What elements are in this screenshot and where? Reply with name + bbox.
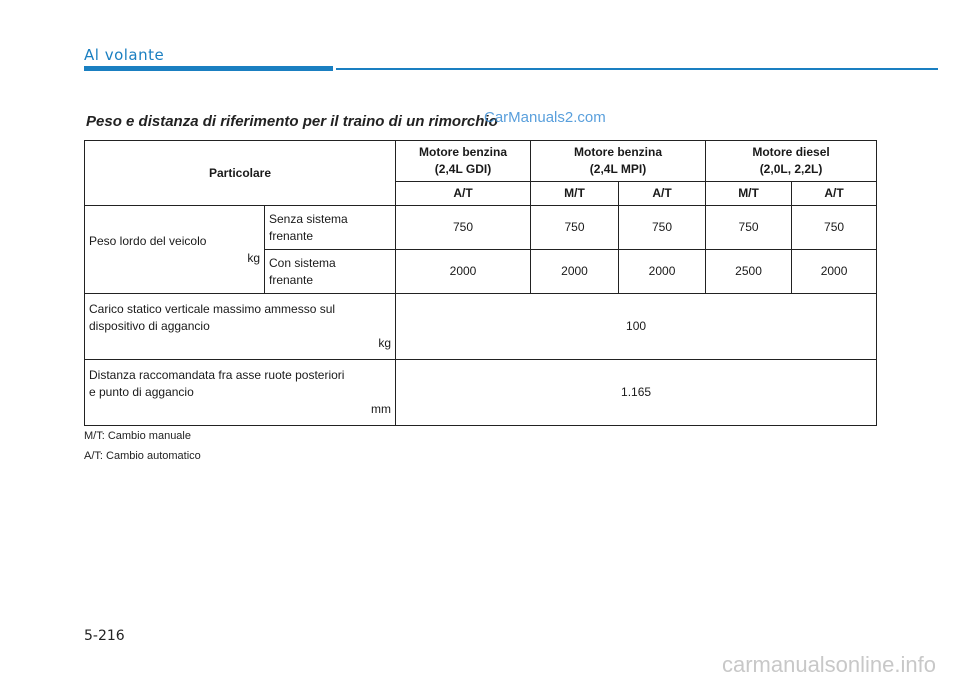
con-value-2: 2000 [531, 250, 619, 294]
note-at: A/T: Cambio automatico [84, 450, 201, 462]
table-header-row [85, 141, 877, 182]
con-freno-label [265, 250, 396, 294]
watermark-bottom[interactable]: carmanualsonline.info [721, 652, 936, 677]
table-row-distanza [85, 360, 877, 426]
distanza-value: 1.165 [396, 360, 877, 426]
carico-cell [85, 294, 396, 360]
header-rule-thin [336, 68, 938, 70]
con-value-5: 2000 [792, 250, 877, 294]
con-freno-line2: frenante [269, 272, 314, 287]
note-mt: M/T: Cambio manuale [84, 430, 191, 442]
distanza-cell [85, 360, 396, 426]
trans-2: M/T [531, 182, 619, 206]
header-engine-1-line1: Motore benzina [419, 145, 508, 159]
distanza-line1: Distanza raccomandata fra asse ruote posteriori [89, 368, 345, 382]
senza-value-1: 750 [396, 206, 531, 250]
peso-lordo-cell [85, 206, 265, 294]
header-engine-2 [531, 141, 706, 182]
senza-value-3: 750 [619, 206, 706, 250]
header-engine-2-line1: Motore benzina [574, 145, 663, 159]
senza-freno-label [265, 206, 396, 250]
table-row-carico [85, 294, 877, 360]
con-freno-line1: Con sistema [269, 255, 336, 270]
header-particolare: Particolare [85, 141, 396, 206]
table-row-senza [85, 206, 877, 250]
carico-value: 100 [396, 294, 877, 360]
watermark-top[interactable]: CarManuals2.com [484, 109, 606, 126]
senza-value-5: 750 [792, 206, 877, 250]
header-engine-3-line1: Motore diesel [752, 145, 830, 159]
carico-line1: Carico statico verticale massimo ammesso sul [89, 302, 336, 316]
trans-4: M/T [706, 182, 792, 206]
con-value-1: 2000 [396, 250, 531, 294]
senza-value-2: 750 [531, 206, 619, 250]
peso-lordo-unit: kg [247, 250, 260, 265]
distanza-line2: e punto di aggancio [89, 385, 194, 399]
header-engine-2-line2: (2,4L MPI) [589, 162, 647, 176]
senza-freno-line1: Senza sistema [269, 211, 348, 226]
carico-line2: dispositivo di aggancio [89, 319, 210, 333]
carico-unit: kg [378, 336, 392, 350]
senza-freno-line2: frenante [269, 228, 314, 243]
page-number: 5-216 [84, 628, 125, 644]
trans-1: A/T [396, 182, 531, 206]
page-heading: Peso e distanza di riferimento per il traino di un rimorchio [86, 113, 498, 130]
trans-5: A/T [792, 182, 877, 206]
section-title: Al volante [84, 46, 165, 64]
peso-lordo-label: Peso lordo del veicolo [89, 233, 207, 248]
distanza-unit: mm [371, 402, 392, 416]
con-value-3: 2000 [619, 250, 706, 294]
header-rule-thick [84, 66, 333, 71]
header-engine-3-line2: (2,0L, 2,2L) [759, 162, 823, 176]
senza-value-4: 750 [706, 206, 792, 250]
header-engine-3 [706, 141, 877, 182]
con-value-4: 2500 [706, 250, 792, 294]
notes [84, 430, 201, 470]
header-engine-1-line2: (2,4L GDI) [434, 162, 492, 176]
trans-3: A/T [619, 182, 706, 206]
header-engine-1 [396, 141, 531, 182]
towing-spec-table [84, 140, 877, 426]
